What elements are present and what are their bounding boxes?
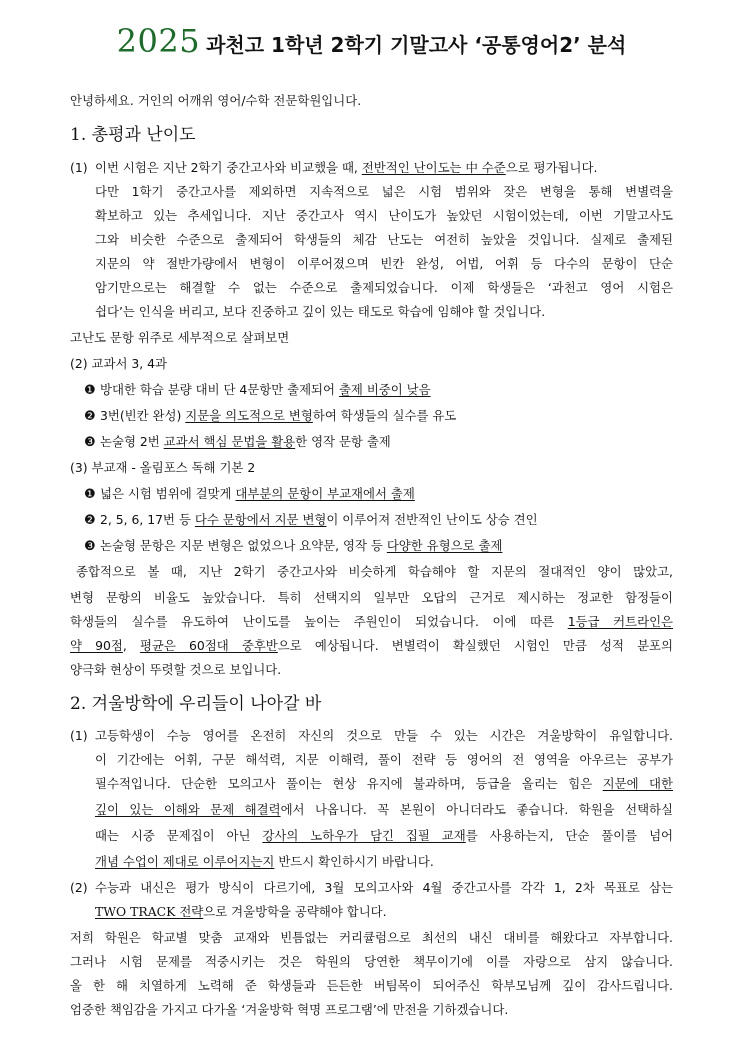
bullet-two-icon: ❷ xyxy=(84,409,96,424)
bullet-two-icon: ❷ xyxy=(84,513,96,528)
s1-p3-bullet-2: ❷ 2, 5, 6, 17번 등 다수 문항에서 지문 변형이 이루어져 전반적인 난이도 상승 견인 xyxy=(84,512,538,528)
s2-p1-line-3: 필수적입니다. 단순한 모의고사 풀이는 현상 유지에 불과하며, 등급을 올리는 힘은 지문에 대한 xyxy=(95,776,673,791)
s1-p1-line-6: 암기만으로는 해결할 수 없는 수준으로 출제되었습니다. 이제 학생들은 ‘과천고 영어 시험은 xyxy=(95,280,673,295)
s2-p1-line-6: 개념 수업이 제대로 이루어지는지 반드시 확인하시기 바랍니다. xyxy=(95,854,434,869)
section-2-number: 2. xyxy=(70,694,87,714)
s2-p1-line-5: 때는 시중 문제집이 아닌 강사의 노하우가 담긴 집필 교재를 사용하는지, 단순 풀이를 넘어 xyxy=(95,828,674,843)
s1-p1-line-4: 그와 비슷한 수준으로 출제되어 학생들의 체감 난도는 여전히 높았을 것입니다. 실제로 출제된 xyxy=(95,232,673,247)
title-text: 과천고 1학년 2학기 기말고사 ‘공통영어2’ 분석 xyxy=(206,33,627,57)
s2-p2-line-1: 수능과 내신은 평가 방식이 다르기에, 3월 모의고사와 4월 중간고사를 각각 1, 2차 목표로 삼는 xyxy=(95,880,673,895)
s1-p3-bullet-1: ❶ 넓은 시험 범위에 걸맞게 대부분의 문항이 부교재에서 출제 xyxy=(84,486,415,502)
section-1-heading xyxy=(70,124,196,146)
s1-p2-bullet-2: ❷ 3번(빈칸 완성) 지문을 의도적으로 변형하여 학생들의 실수를 유도 xyxy=(84,408,457,424)
s1-summary-line-2: 변형 문항의 비율도 높았습니다. 특히 선택지의 일부만 오답의 근거로 제시하는 정교한 함정들이 xyxy=(70,590,673,605)
closing-line-4: 엄중한 책임감을 가지고 다가올 ‘겨울방학 혁명 프로그램’에 만전을 기하겠습니다. xyxy=(70,1002,509,1017)
s1-summary-line-5: 양극화 현상이 뚜렷할 것으로 보입니다. xyxy=(70,662,282,677)
s2-p2-line-2: TWO TRACK 전략으로 겨울방학을 공략해야 합니다. xyxy=(95,904,387,919)
bullet-one-icon: ❶ xyxy=(84,383,96,398)
title-year: 2025 xyxy=(116,22,201,60)
s1-p1-line-3: 확보하고 있는 추세입니다. 지난 중간고사 역시 난이도가 높았던 시험이었는데, 이번 기말고사도 xyxy=(95,208,673,223)
s1-p2-bullet-3: ❸ 논술형 2번 교과서 핵심 문법을 활용한 영작 문항 출제 xyxy=(84,434,391,450)
s1-p1-marker: (1) xyxy=(70,160,88,175)
s1-summary-line-1: 종합적으로 볼 때, 지난 2학기 중간고사와 비슷하게 학습해야 할 지문의 절대적인 양이 많았고, xyxy=(76,564,673,579)
bullet-three-icon: ❸ xyxy=(84,435,96,450)
s1-p1-line-7: 쉽다’는 인식을 버리고, 보다 진중하고 깊이 있는 태도로 학습에 임해야 할 것입니다. xyxy=(95,304,546,319)
document-title xyxy=(0,22,743,60)
s1-p1-line-2: 다만 1학기 중간고사를 제외하면 지속적으로 넓은 시험 범위와 잦은 변형을 통해 변별력을 xyxy=(95,184,673,199)
s2-p1-marker: (1) xyxy=(70,728,88,743)
bullet-three-icon: ❸ xyxy=(84,539,96,554)
intro-greeting: 안녕하세요. 거인의 어깨위 영어/수학 전문학원입니다. xyxy=(70,93,362,108)
s2-p2-marker: (2) xyxy=(70,880,88,895)
s1-p2-bullet-1: ❶ 방대한 학습 분량 대비 단 4문항만 출제되어 출제 비중이 낮음 xyxy=(84,382,431,398)
bullet-one-icon: ❶ xyxy=(84,487,96,502)
s1-p1-line-5: 지문의 약 절반가량에서 변형이 이루어졌으며 빈칸 완성, 어법, 어휘 등 다수의 문항이 단순 xyxy=(95,256,673,271)
closing-line-2: 그러나 시험 문제를 적중시키는 것은 학원의 당연한 책무이기에 이를 자랑으로 삼지 않습니다. xyxy=(70,954,673,969)
s1-lead: 고난도 문항 위주로 세부적으로 살펴보면 xyxy=(70,330,290,345)
s1-p2-heading: (2) 교과서 3, 4과 xyxy=(70,356,167,371)
s1-p3-heading: (3) 부교재 - 올림포스 독해 기본 2 xyxy=(70,460,256,475)
s2-p1-line-4: 깊이 있는 이해와 문제 해결력에서 나옵니다. 꼭 본원이 아니더라도 좋습니다. 학원을 선택하실 xyxy=(95,802,674,817)
closing-line-3: 올 한 해 치열하게 노력해 준 학생들과 든든한 버팀목이 되어주신 학부모님께 깊이 감사드립니다. xyxy=(70,978,673,993)
s2-p1-line-1: 고등학생이 수능 영어를 온전히 자신의 것으로 만들 수 있는 시간은 겨울방학이 유일합니다. xyxy=(95,728,673,743)
s1-p3-bullet-3: ❸ 논술형 문항은 지문 변형은 없었으나 요약문, 영작 등 다양한 유형으로 출제 xyxy=(84,538,503,554)
section-1-title: 총평과 난이도 xyxy=(91,125,196,145)
section-2-heading xyxy=(70,693,321,715)
closing-line-1: 저희 학원은 학교별 맞춤 교재와 빈틈없는 커리큘럼으로 최선의 내신 대비를 해왔다고 자부합니다. xyxy=(70,930,673,945)
s2-p1-line-2: 이 기간에는 어휘, 구문 해석력, 지문 이해력, 풀이 전략 등 영어의 전 영역을 아우르는 공부가 xyxy=(95,752,673,767)
s1-summary-line-3: 학생들의 실수를 유도하여 난이도를 높이는 주원인이 되었습니다. 이에 따른 1등급 커트라인은 xyxy=(70,614,674,629)
section-2-title: 겨울방학에 우리들이 나아갈 바 xyxy=(91,694,322,714)
s1-p1-line-1: 이번 시험은 지난 2학기 중간고사와 비교했을 때, 전반적인 난이도는 中 수준으로 평가됩니다. xyxy=(95,160,598,175)
s1-summary-line-4: 약 90점, 평균은 60점대 중후반으로 예상됩니다. 변별력이 확실했던 시험인 만큼 성적 분포의 xyxy=(70,638,673,653)
section-1-number: 1. xyxy=(70,125,87,145)
